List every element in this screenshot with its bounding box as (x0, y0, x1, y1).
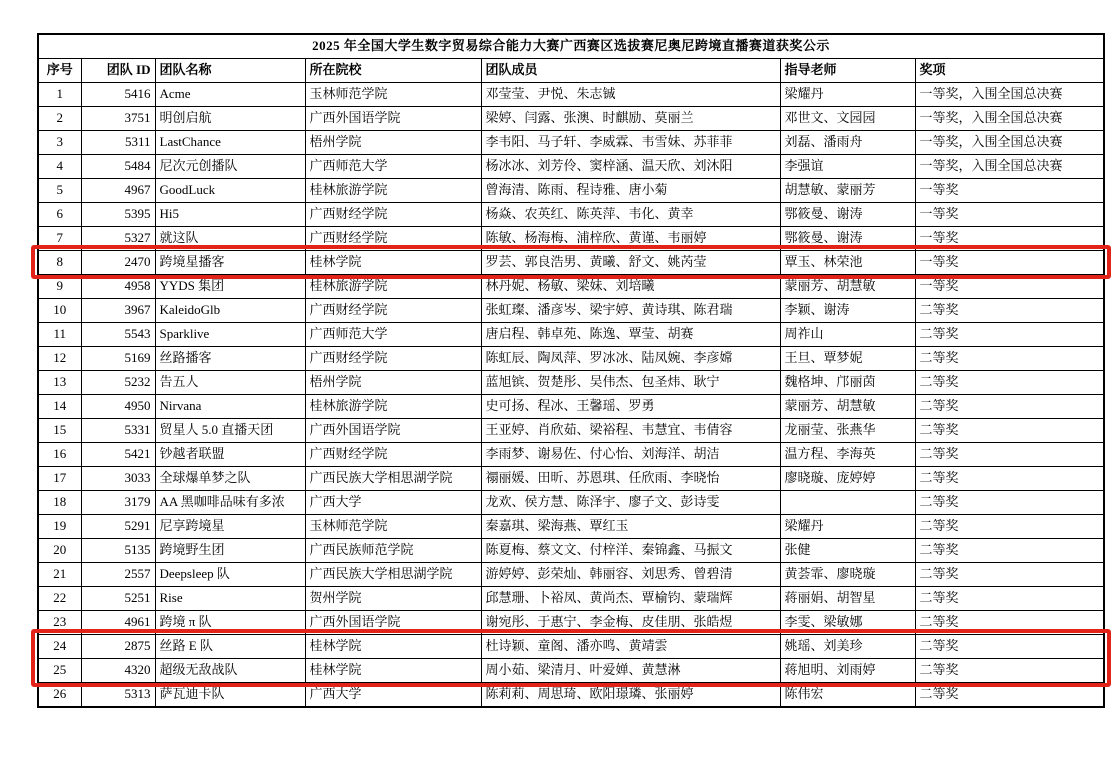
cell-advisors: 胡慧敏、蒙丽芳 (780, 179, 915, 203)
cell-school: 桂林学院 (305, 659, 481, 683)
cell-members: 邓莹莹、尹悦、朱志铖 (481, 83, 780, 107)
cell-members: 邱慧珊、卜裕凤、黄尚杰、覃榆钧、蒙瑞辉 (481, 587, 780, 611)
table-row (38, 371, 1104, 395)
cell-advisors: 黄荟霏、廖晓璇 (780, 563, 915, 587)
cell-members: 杨冰冰、刘芳伶、窦梓涵、温天欣、刘沐阳 (481, 155, 780, 179)
table-row (38, 299, 1104, 323)
cell-no: 3 (38, 131, 81, 155)
cell-award: 二等奖 (915, 611, 1104, 635)
cell-team-id: 5232 (81, 371, 155, 395)
cell-advisors: 邓世文、文园园 (780, 107, 915, 131)
cell-team-name: Nirvana (155, 395, 305, 419)
table-row (38, 659, 1104, 683)
cell-members: 曾海清、陈雨、程诗雅、唐小菊 (481, 179, 780, 203)
cell-advisors: 魏格坤、邝丽茵 (780, 371, 915, 395)
cell-award: 一等奖，入围全国总决赛 (915, 131, 1104, 155)
cell-team-name: 跨境星播客 (155, 251, 305, 275)
cell-school: 广西财经学院 (305, 299, 481, 323)
cell-team-id: 5421 (81, 443, 155, 467)
cell-team-id: 5543 (81, 323, 155, 347)
column-header-0: 序号 (38, 59, 81, 83)
cell-award: 一等奖 (915, 227, 1104, 251)
cell-team-name: 尼次元创播队 (155, 155, 305, 179)
cell-team-id: 3751 (81, 107, 155, 131)
cell-members: 龙欢、侯方慧、陈泽宇、廖子文、彭诗雯 (481, 491, 780, 515)
cell-team-name: 丝路播客 (155, 347, 305, 371)
cell-no: 20 (38, 539, 81, 563)
cell-no: 4 (38, 155, 81, 179)
cell-award: 一等奖 (915, 179, 1104, 203)
table-row (38, 179, 1104, 203)
cell-award: 二等奖 (915, 587, 1104, 611)
cell-no: 26 (38, 683, 81, 708)
table-row (38, 587, 1104, 611)
table-row (38, 275, 1104, 299)
cell-advisors: 鄂筱曼、谢涛 (780, 227, 915, 251)
cell-team-id: 5135 (81, 539, 155, 563)
cell-school: 广西财经学院 (305, 347, 481, 371)
table-row (38, 131, 1104, 155)
cell-advisors: 姚瑶、刘美珍 (780, 635, 915, 659)
cell-team-name: 全球爆单梦之队 (155, 467, 305, 491)
table-row (38, 515, 1104, 539)
cell-members: 陈敏、杨海梅、浦梓欣、黄谨、韦丽婷 (481, 227, 780, 251)
cell-team-id: 2557 (81, 563, 155, 587)
cell-school: 桂林学院 (305, 635, 481, 659)
cell-advisors: 蒙丽芳、胡慧敏 (780, 395, 915, 419)
cell-advisors: 陈伟宏 (780, 683, 915, 708)
cell-no: 6 (38, 203, 81, 227)
cell-team-name: 丝路 E 队 (155, 635, 305, 659)
cell-members: 唐启程、韩卓苑、陈逸、覃莹、胡赛 (481, 323, 780, 347)
table-row (38, 395, 1104, 419)
cell-team-name: 明创启航 (155, 107, 305, 131)
cell-team-name: AA 黑咖啡品味有多浓 (155, 491, 305, 515)
cell-team-name: Hi5 (155, 203, 305, 227)
cell-no: 14 (38, 395, 81, 419)
cell-award: 一等奖 (915, 251, 1104, 275)
cell-advisors: 覃玉、林荣池 (780, 251, 915, 275)
cell-award: 二等奖 (915, 491, 1104, 515)
cell-team-id: 5395 (81, 203, 155, 227)
cell-advisors: 李雯、梁敏娜 (780, 611, 915, 635)
cell-no: 11 (38, 323, 81, 347)
cell-no: 5 (38, 179, 81, 203)
cell-award: 二等奖 (915, 443, 1104, 467)
cell-advisors: 龙丽莹、张燕华 (780, 419, 915, 443)
cell-members: 陈莉莉、周思琦、欧阳璟璘、张丽婷 (481, 683, 780, 708)
cell-members: 蓝旭镔、贺楚彤、吴伟杰、包圣炜、耿宁 (481, 371, 780, 395)
cell-award: 二等奖 (915, 323, 1104, 347)
cell-team-name: 尼享跨境星 (155, 515, 305, 539)
cell-no: 24 (38, 635, 81, 659)
table-row (38, 419, 1104, 443)
cell-school: 广西民族大学相思湖学院 (305, 467, 481, 491)
table-row (38, 347, 1104, 371)
cell-no: 16 (38, 443, 81, 467)
table-row (38, 83, 1104, 107)
cell-team-id: 4950 (81, 395, 155, 419)
cell-team-id: 3967 (81, 299, 155, 323)
cell-team-name: LastChance (155, 131, 305, 155)
table-row (38, 635, 1104, 659)
cell-award: 一等奖，入围全国总决赛 (915, 155, 1104, 179)
table-row (38, 323, 1104, 347)
cell-no: 12 (38, 347, 81, 371)
table-row (38, 443, 1104, 467)
column-header-1: 团队 ID (81, 59, 155, 83)
column-header-2: 团队名称 (155, 59, 305, 83)
cell-school: 桂林旅游学院 (305, 275, 481, 299)
cell-no: 13 (38, 371, 81, 395)
table-row (38, 155, 1104, 179)
table-row (38, 251, 1104, 275)
table-row (38, 107, 1104, 131)
cell-team-name: Rise (155, 587, 305, 611)
cell-members: 陈夏梅、蔡文文、付梓洋、秦锦鑫、马振文 (481, 539, 780, 563)
cell-advisors: 王旦、覃梦妮 (780, 347, 915, 371)
table-row (38, 227, 1104, 251)
cell-team-id: 4961 (81, 611, 155, 635)
cell-team-id: 5311 (81, 131, 155, 155)
cell-award: 二等奖 (915, 419, 1104, 443)
column-header-3: 所在院校 (305, 59, 481, 83)
cell-members: 游婷婷、彭荣灿、韩丽容、刘思秀、曾碧清 (481, 563, 780, 587)
cell-no: 15 (38, 419, 81, 443)
cell-school: 广西外国语学院 (305, 107, 481, 131)
cell-award: 一等奖，入围全国总决赛 (915, 107, 1104, 131)
cell-members: 史可扬、程冰、王馨瑶、罗勇 (481, 395, 780, 419)
cell-team-id: 5331 (81, 419, 155, 443)
cell-advisors: 鄂筱曼、谢涛 (780, 203, 915, 227)
cell-school: 广西大学 (305, 491, 481, 515)
cell-advisors: 廖晓璇、庞婷婷 (780, 467, 915, 491)
cell-advisors: 张健 (780, 539, 915, 563)
cell-no: 18 (38, 491, 81, 515)
cell-school: 广西外国语学院 (305, 419, 481, 443)
cell-advisors: 蒙丽芳、胡慧敏 (780, 275, 915, 299)
cell-members: 罗芸、郭良浩男、黄曦、舒文、姚芮莹 (481, 251, 780, 275)
cell-advisors: 温方程、李海英 (780, 443, 915, 467)
cell-team-id: 5484 (81, 155, 155, 179)
cell-members: 杨焱、农英红、陈英萍、韦化、黄幸 (481, 203, 780, 227)
cell-school: 广西民族大学相思湖学院 (305, 563, 481, 587)
cell-team-name: 告五人 (155, 371, 305, 395)
cell-no: 1 (38, 83, 81, 107)
cell-school: 桂林旅游学院 (305, 179, 481, 203)
cell-team-name: 就这队 (155, 227, 305, 251)
cell-team-name: Acme (155, 83, 305, 107)
cell-team-id: 3179 (81, 491, 155, 515)
cell-members: 李雨梦、谢易佐、付心怡、刘海洋、胡洁 (481, 443, 780, 467)
cell-advisors: 周祚山 (780, 323, 915, 347)
cell-team-id: 4967 (81, 179, 155, 203)
cell-no: 10 (38, 299, 81, 323)
cell-team-id: 5291 (81, 515, 155, 539)
cell-school: 贺州学院 (305, 587, 481, 611)
cell-team-id: 3033 (81, 467, 155, 491)
cell-team-id: 2875 (81, 635, 155, 659)
cell-team-id: 4320 (81, 659, 155, 683)
cell-award: 二等奖 (915, 371, 1104, 395)
award-table-container (37, 33, 1103, 708)
cell-team-name: Sparklive (155, 323, 305, 347)
cell-school: 广西财经学院 (305, 443, 481, 467)
table-row (38, 563, 1104, 587)
cell-school: 玉林师范学院 (305, 83, 481, 107)
cell-school: 广西财经学院 (305, 227, 481, 251)
cell-school: 梧州学院 (305, 131, 481, 155)
cell-award: 二等奖 (915, 539, 1104, 563)
cell-team-id: 4958 (81, 275, 155, 299)
cell-school: 梧州学院 (305, 371, 481, 395)
cell-award: 二等奖 (915, 347, 1104, 371)
cell-members: 陈虹辰、陶凤萍、罗冰冰、陆凤婉、李彦嫦 (481, 347, 780, 371)
cell-no: 25 (38, 659, 81, 683)
cell-school: 玉林师范学院 (305, 515, 481, 539)
cell-team-name: 超级无敌战队 (155, 659, 305, 683)
cell-members: 王亚婷、肖欣茹、梁裕程、韦慧宜、韦倩容 (481, 419, 780, 443)
title-row (38, 34, 1104, 59)
cell-award: 二等奖 (915, 395, 1104, 419)
column-header-4: 团队成员 (481, 59, 780, 83)
cell-award: 二等奖 (915, 515, 1104, 539)
cell-advisors: 李强谊 (780, 155, 915, 179)
cell-award: 一等奖，入围全国总决赛 (915, 83, 1104, 107)
cell-school: 广西民族师范学院 (305, 539, 481, 563)
table-row (38, 539, 1104, 563)
cell-advisors: 梁耀丹 (780, 83, 915, 107)
cell-members: 周小茹、梁清月、叶爱婵、黄慧淋 (481, 659, 780, 683)
cell-award: 二等奖 (915, 467, 1104, 491)
cell-advisors: 蒋丽娟、胡智星 (780, 587, 915, 611)
cell-members: 秦嘉琪、梁海燕、覃红玉 (481, 515, 780, 539)
cell-team-name: Deepsleep 队 (155, 563, 305, 587)
cell-members: 张虹璨、潘彦岑、梁宇婷、黄诗琪、陈君瑞 (481, 299, 780, 323)
cell-award: 二等奖 (915, 299, 1104, 323)
cell-no: 21 (38, 563, 81, 587)
cell-school: 广西大学 (305, 683, 481, 708)
cell-team-name: YYDS 集团 (155, 275, 305, 299)
cell-members: 李韦阳、马子轩、李威霖、韦雪妹、苏菲菲 (481, 131, 780, 155)
cell-award: 二等奖 (915, 659, 1104, 683)
cell-no: 17 (38, 467, 81, 491)
cell-no: 7 (38, 227, 81, 251)
cell-award: 一等奖 (915, 275, 1104, 299)
cell-team-id: 5416 (81, 83, 155, 107)
table-row (38, 683, 1104, 708)
cell-members: 禤丽媛、田昕、苏恩琪、任欣雨、李晓怡 (481, 467, 780, 491)
cell-award: 一等奖 (915, 203, 1104, 227)
table-row (38, 611, 1104, 635)
cell-no: 23 (38, 611, 81, 635)
cell-team-id: 5313 (81, 683, 155, 708)
cell-team-name: GoodLuck (155, 179, 305, 203)
cell-team-id: 5169 (81, 347, 155, 371)
cell-team-id: 2470 (81, 251, 155, 275)
table-row (38, 203, 1104, 227)
cell-members: 杜诗颖、童阁、潘亦鸣、黄靖雲 (481, 635, 780, 659)
cell-no: 8 (38, 251, 81, 275)
cell-no: 22 (38, 587, 81, 611)
cell-advisors: 刘磊、潘雨舟 (780, 131, 915, 155)
cell-award: 二等奖 (915, 563, 1104, 587)
cell-members: 林丹妮、杨敏、梁妹、刘培曦 (481, 275, 780, 299)
cell-team-name: 跨境野生团 (155, 539, 305, 563)
cell-advisors: 李颖、谢涛 (780, 299, 915, 323)
column-header-5: 指导老师 (780, 59, 915, 83)
cell-team-name: 钞越者联盟 (155, 443, 305, 467)
cell-team-name: KaleidoGlb (155, 299, 305, 323)
header-row (38, 59, 1104, 83)
cell-school: 广西外国语学院 (305, 611, 481, 635)
cell-advisors (780, 491, 915, 515)
cell-no: 9 (38, 275, 81, 299)
cell-school: 桂林旅游学院 (305, 395, 481, 419)
cell-team-id: 5327 (81, 227, 155, 251)
cell-advisors: 梁耀丹 (780, 515, 915, 539)
page-title: 2025 年全国大学生数字贸易综合能力大赛广西赛区选拔赛尼奥尼跨境直播赛道获奖公示 (38, 34, 1104, 59)
cell-award: 二等奖 (915, 635, 1104, 659)
cell-team-name: 萨瓦迪卡队 (155, 683, 305, 708)
cell-team-name: 贸星人 5.0 直播天团 (155, 419, 305, 443)
cell-school: 广西财经学院 (305, 203, 481, 227)
cell-advisors: 蒋旭明、刘雨婷 (780, 659, 915, 683)
cell-no: 19 (38, 515, 81, 539)
cell-school: 广西师范大学 (305, 155, 481, 179)
cell-no: 2 (38, 107, 81, 131)
cell-members: 谢宛彤、于惠宁、李金梅、皮佳朋、张皓煜 (481, 611, 780, 635)
award-table (37, 33, 1105, 708)
table-row (38, 491, 1104, 515)
cell-members: 梁婷、闫露、张澳、时麒励、莫丽兰 (481, 107, 780, 131)
cell-award: 二等奖 (915, 683, 1104, 708)
cell-team-id: 5251 (81, 587, 155, 611)
cell-school: 桂林学院 (305, 251, 481, 275)
column-header-6: 奖项 (915, 59, 1104, 83)
cell-team-name: 跨境 π 队 (155, 611, 305, 635)
table-row (38, 467, 1104, 491)
cell-school: 广西师范大学 (305, 323, 481, 347)
